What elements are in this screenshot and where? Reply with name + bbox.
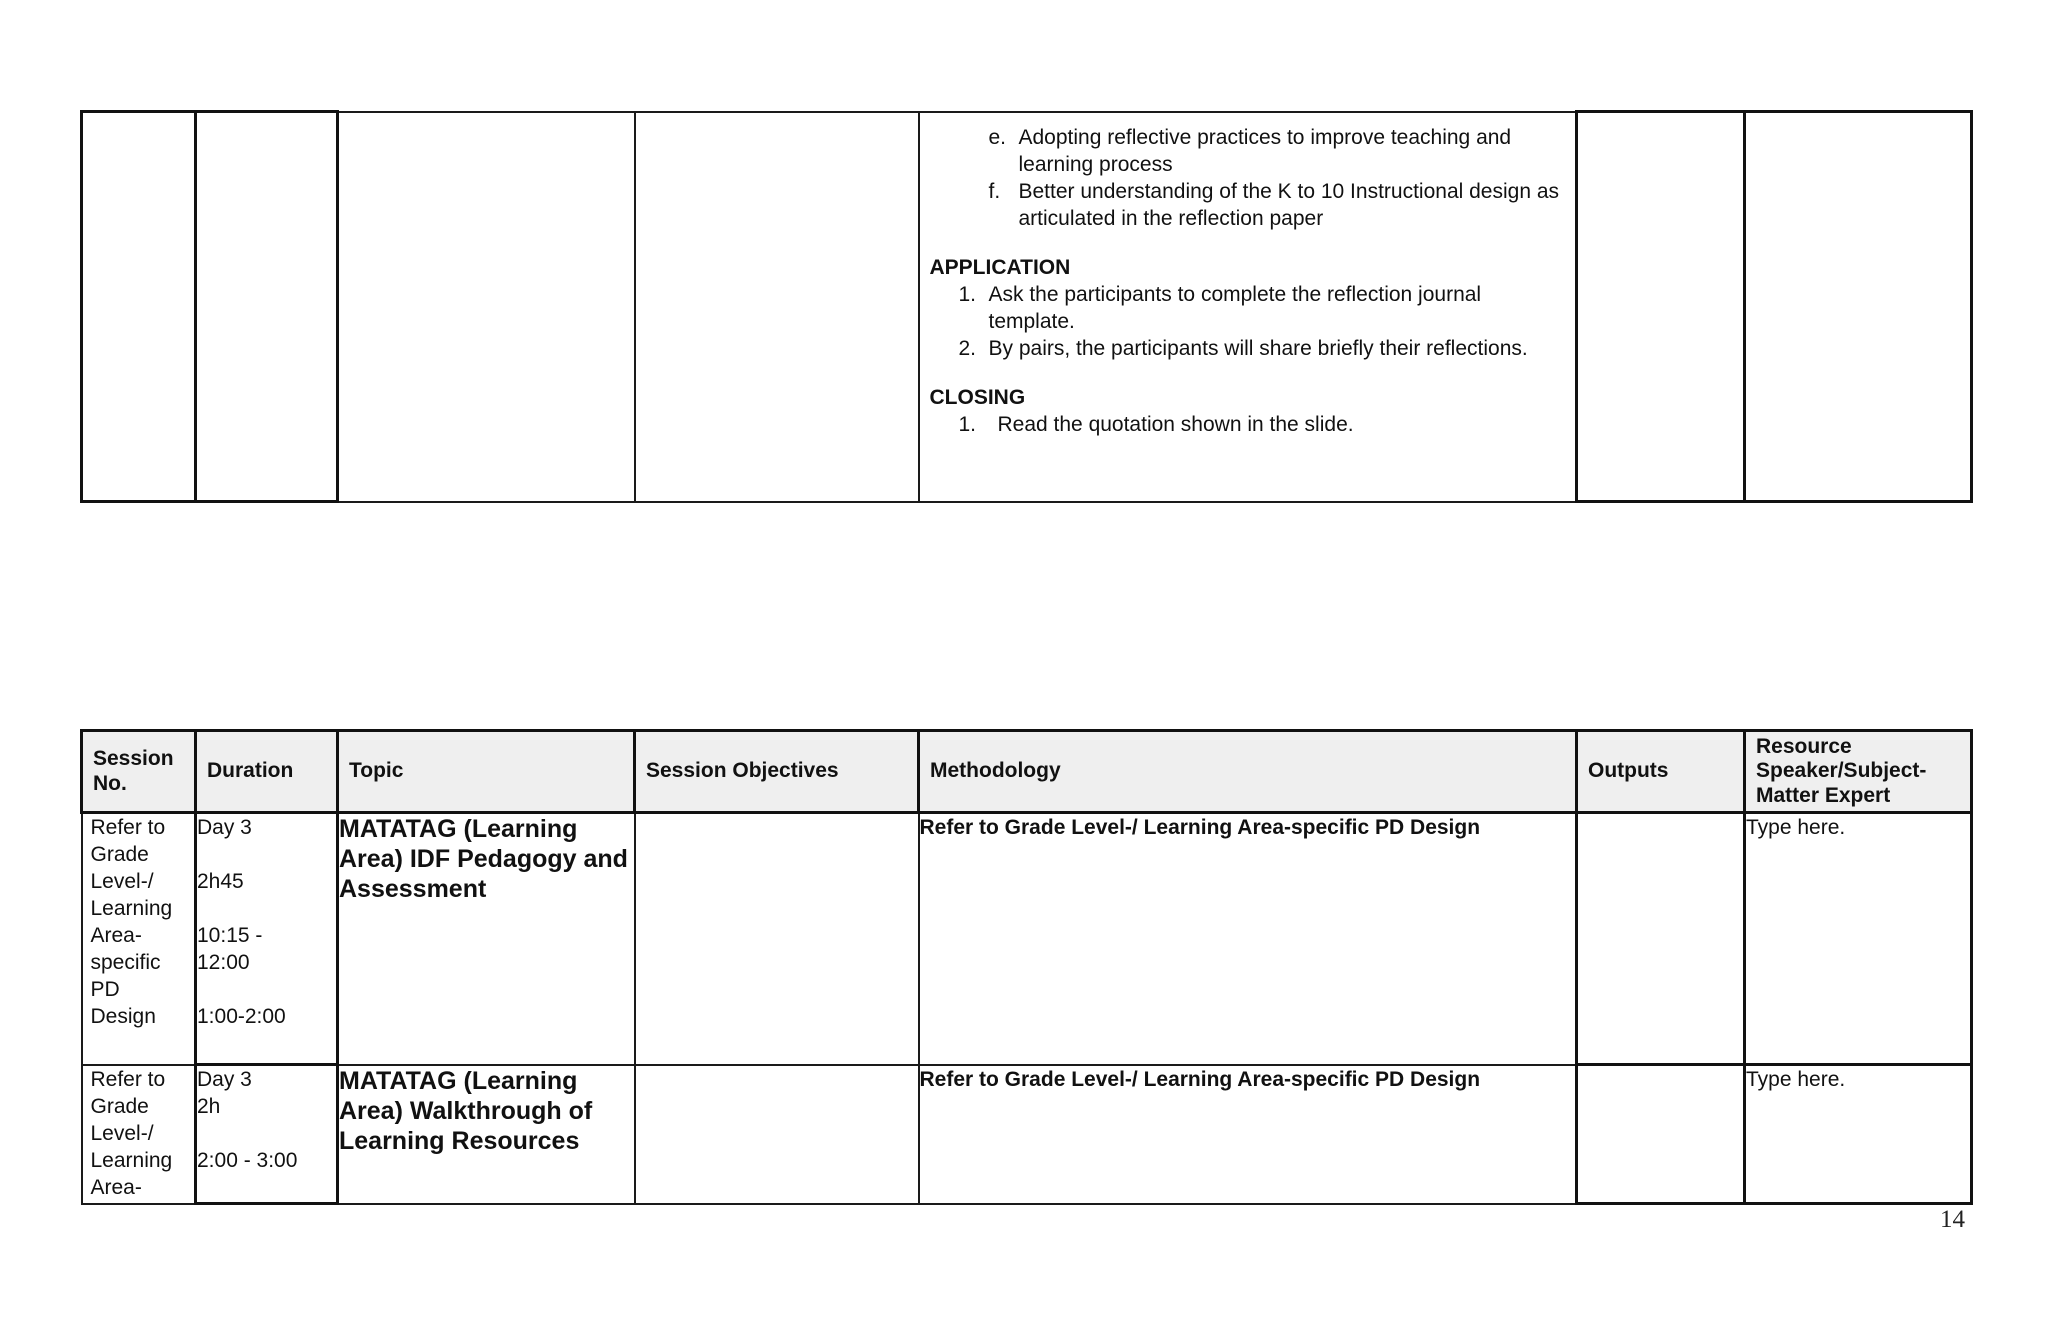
duration-line: 12:00 — [197, 951, 250, 974]
session-table — [80, 729, 1973, 1205]
topic-cell: MATATAG (Learning Area) IDF Pedagogy and Assessment — [338, 813, 635, 1065]
duration-cell — [196, 112, 338, 502]
duration-line — [197, 841, 336, 868]
session-no-cell: Refer to Grade Level-/ Learning Area- — [82, 1065, 196, 1204]
objectives-list-continuation — [930, 124, 1566, 232]
duration-lines — [197, 814, 336, 1030]
session-no-cell: Refer to Grade Level-/ Learning Area-specific PD Design — [82, 813, 196, 1065]
list-item: e. Adopting reflective practices to improve teaching and learning process — [988, 125, 1512, 176]
outputs-cell — [1577, 1065, 1745, 1204]
table-row — [82, 1065, 1972, 1204]
header-session-no: Session No. — [82, 731, 196, 813]
duration-line: 10:15 - — [197, 924, 263, 947]
header-duration: Duration — [196, 731, 338, 813]
duration-line: Day 3 — [197, 816, 252, 839]
header-topic: Topic — [338, 731, 635, 813]
application-heading: APPLICATION — [929, 255, 1071, 279]
session-cell — [82, 112, 196, 502]
topic-cell: MATATAG (Learning Area) Walkthrough of Learning Resources — [338, 1065, 635, 1204]
type-here-placeholder[interactable]: Type here. — [1746, 1068, 1846, 1091]
header-outputs: Outputs — [1577, 731, 1745, 813]
closing-list — [930, 411, 1566, 438]
header-row — [82, 731, 1972, 813]
outputs-cell — [1577, 813, 1745, 1065]
methodology-cell — [919, 112, 1577, 502]
duration-line — [197, 976, 336, 1003]
duration-line — [197, 895, 336, 922]
duration-line: 2h45 — [197, 870, 244, 893]
objectives-cell — [635, 112, 919, 502]
list-item: 1. Read the quotation shown in the slide. — [958, 412, 1354, 436]
header-resource-speaker: Resource Speaker/Subject-Matter Expert — [1745, 731, 1972, 813]
resource-cell — [1745, 112, 1972, 502]
topic-cell — [338, 112, 635, 502]
methodology-cell: Refer to Grade Level-/ Learning Area-specific PD Design — [919, 1065, 1577, 1204]
page-number: 14 — [1940, 1206, 1965, 1233]
outputs-cell — [1577, 112, 1745, 502]
table-row — [82, 813, 1972, 1065]
duration-cell — [196, 813, 338, 1065]
list-item: 2. By pairs, the participants will share briefly their reflections. — [958, 336, 1528, 360]
resource-cell — [1745, 1065, 1972, 1204]
list-item: f. Better understanding of the K to 10 Instructional design as articulated in the reflection paper — [988, 179, 1560, 230]
list-item: 1. Ask the participants to complete the reflection journal template. — [958, 282, 1482, 333]
duration-line — [197, 1120, 336, 1147]
duration-line: 2:00 - 3:00 — [197, 1149, 298, 1172]
application-list — [930, 281, 1566, 362]
duration-line: Day 3 — [197, 1068, 252, 1091]
duration-line: 1:00-2:00 — [197, 1005, 286, 1028]
resource-cell — [1745, 813, 1972, 1065]
header-session-objectives: Session Objectives — [635, 731, 919, 813]
duration-lines — [197, 1066, 336, 1174]
type-here-placeholder[interactable]: Type here. — [1746, 816, 1846, 839]
header-methodology: Methodology — [919, 731, 1577, 813]
objectives-cell — [635, 1065, 919, 1204]
duration-cell — [196, 1065, 338, 1204]
continuation-table — [80, 110, 1973, 503]
duration-line: 2h — [197, 1095, 221, 1118]
objectives-cell — [635, 813, 919, 1065]
methodology-cell: Refer to Grade Level-/ Learning Area-specific PD Design — [919, 813, 1577, 1065]
closing-heading: CLOSING — [929, 385, 1026, 409]
